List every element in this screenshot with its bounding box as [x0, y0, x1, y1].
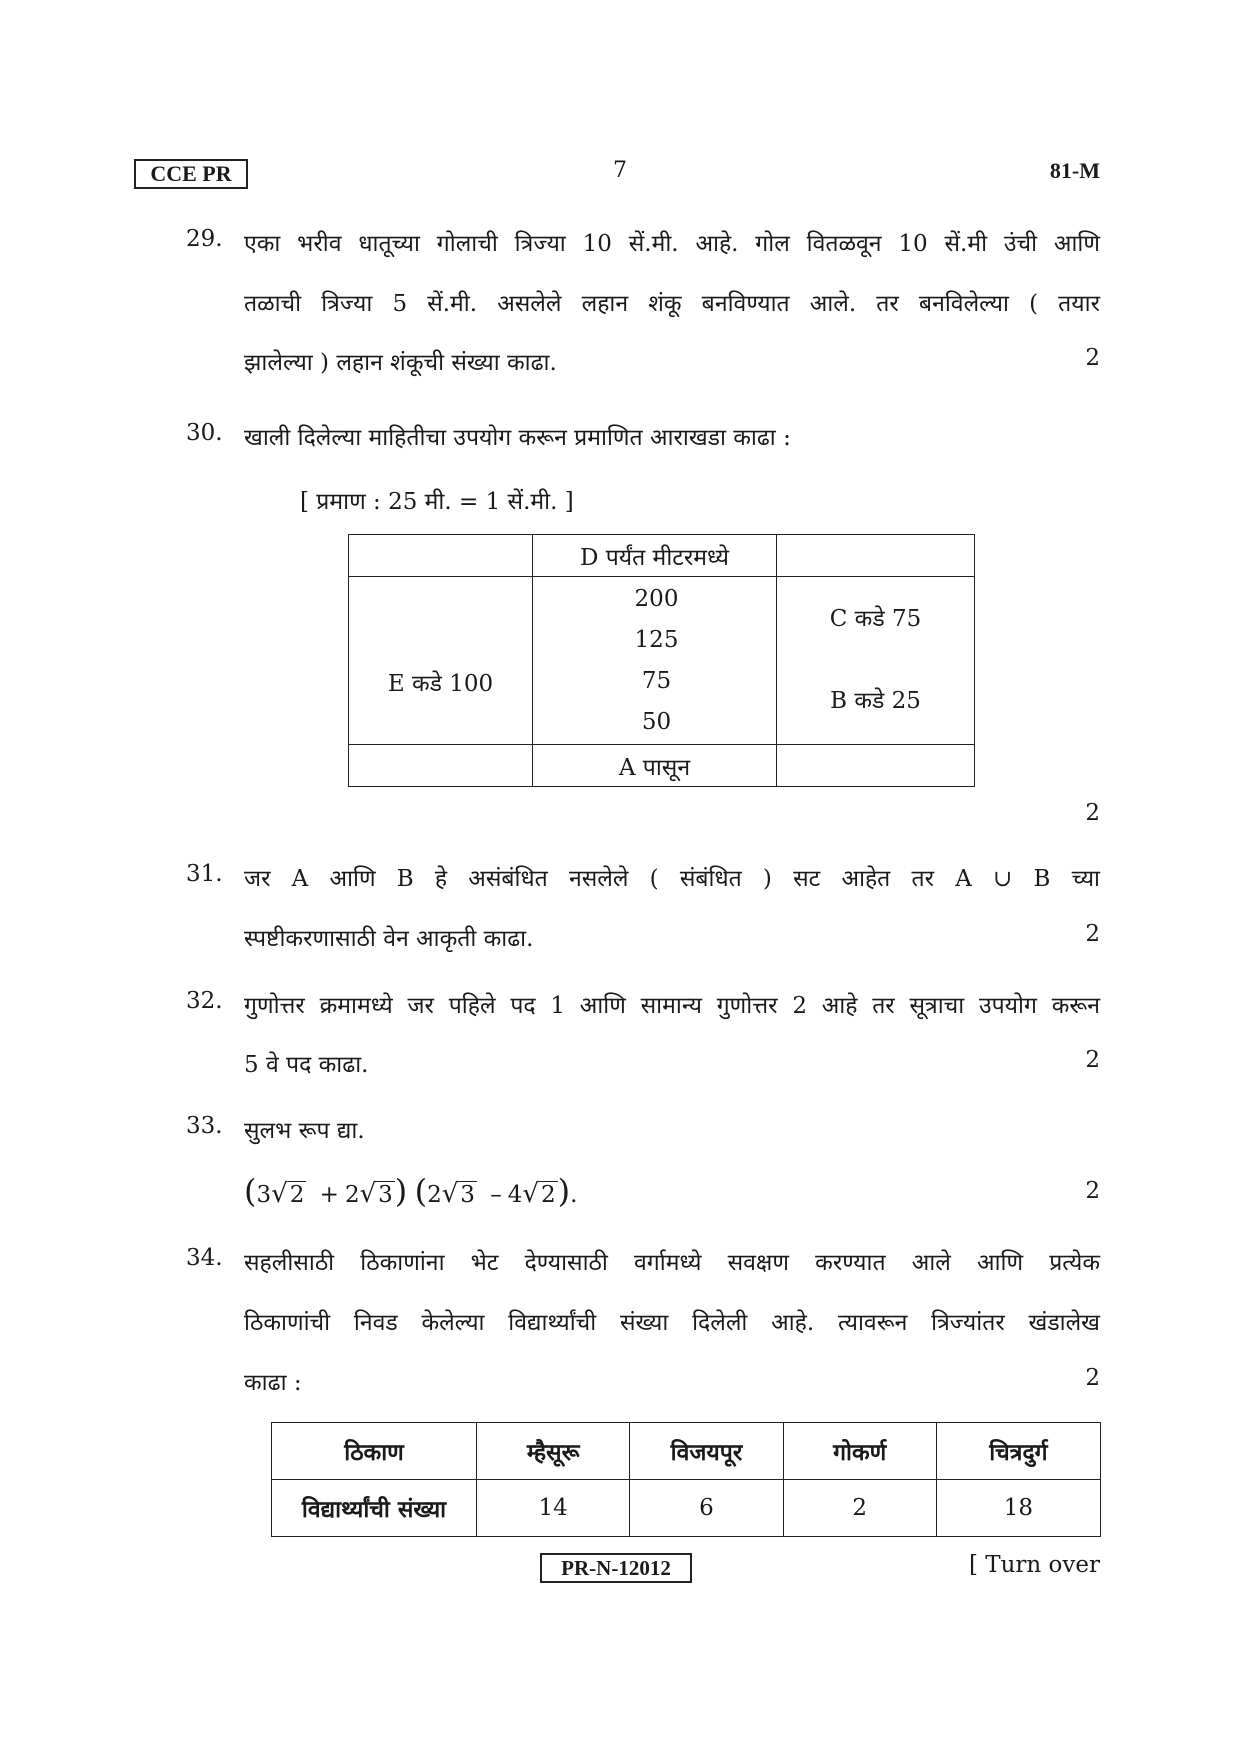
offset-left-cell — [349, 577, 533, 745]
places-table — [271, 1422, 1101, 1537]
coefficient: 2 — [427, 1182, 442, 1208]
question-34-number: 34. — [186, 1245, 223, 1271]
question-29-line-3: झालेल्या ) लहान शंकूची संख्या काढा. — [244, 350, 557, 376]
paper-code-box: CCE PR — [134, 159, 248, 189]
offset-right-cell — [777, 577, 975, 745]
question-30-marks: 2 — [1085, 800, 1100, 826]
chainage-value: 200 — [634, 585, 679, 612]
question-34-line-3: काढा : — [244, 1370, 302, 1396]
footer-paper-code: PR-N-12012 — [540, 1553, 692, 1583]
coefficient: 4 — [507, 1182, 523, 1208]
table-header: विजयपूर — [630, 1423, 783, 1480]
question-31-number: 31. — [186, 861, 223, 887]
table-cell: 6 — [630, 1480, 783, 1537]
question-32-number: 32. — [186, 988, 223, 1014]
field-book-table — [348, 534, 975, 787]
table-cell-empty — [777, 745, 975, 787]
chainage-value: 50 — [641, 708, 672, 735]
chainage-cell — [533, 577, 777, 745]
operator: + — [319, 1182, 339, 1208]
radicand: 2 — [540, 1182, 556, 1208]
offset-left-value: E कडे 100 — [387, 670, 494, 697]
question-31-line-2: स्पष्टीकरणासाठी वेन आकृती काढा. — [244, 926, 534, 952]
question-31-line-1: जर A आणि B हे असंबंधित नसलेले ( संबंधित ) सट आहेत तर A ∪ B च्या — [244, 866, 1100, 892]
question-34-line-1: सहलीसाठी ठिकाणांना भेट देण्यासाठी वर्गामध्ये सवक्षण करण्यात आले आणि प्रत्येक — [244, 1250, 1100, 1276]
table-header-center: D पर्यंत मीटरमध्ये — [533, 535, 777, 577]
chainage-value: 75 — [641, 667, 672, 694]
question-33-text: सुलभ रूप द्या. — [244, 1118, 365, 1144]
radicand: 3 — [378, 1182, 393, 1208]
table-header: चित्रदुर्ग — [936, 1423, 1100, 1480]
table-footer-center: A पासून — [533, 745, 777, 787]
subject-code: 81-M — [1049, 158, 1100, 183]
radicand: 3 — [460, 1182, 475, 1208]
radicand: 2 — [289, 1182, 305, 1208]
operator: – — [490, 1182, 502, 1208]
row-label: विद्यार्थ्यांची संख्या — [272, 1480, 477, 1537]
table-cell: 14 — [477, 1480, 630, 1537]
turn-over-label: [ Turn over — [968, 1552, 1100, 1578]
coefficient: 3 — [256, 1182, 272, 1208]
table-header: गोकर्ण — [783, 1423, 936, 1480]
question-29-line-1: एका भरीव धातूच्या गोलाची त्रिज्या 10 सें.मी. आहे. गोल वितळवून 10 सें.मी उंची आणि — [244, 231, 1100, 257]
question-33-marks: 2 — [1085, 1178, 1100, 1204]
question-33-expression: (3√2 + 2√3) (2√3 – 4√2). — [244, 1172, 578, 1210]
table-cell: 18 — [936, 1480, 1100, 1537]
question-33-number: 33. — [186, 1113, 223, 1139]
coefficient: 2 — [344, 1182, 360, 1208]
table-cell-empty — [777, 535, 975, 577]
period: . — [570, 1182, 578, 1208]
table-cell-empty — [349, 535, 533, 577]
question-32-line-1: गुणोत्तर क्रमामध्ये जर पहिले पद 1 आणि सामान्य गुणोत्तर 2 आहे तर सूत्राचा उपयोग करून — [244, 993, 1100, 1019]
question-30-scale: [ प्रमाण : 25 मी. = 1 सें.मी. ] — [300, 489, 574, 515]
question-29-number: 29. — [186, 226, 223, 252]
question-31-marks: 2 — [1085, 921, 1100, 947]
question-29-line-2: तळाची त्रिज्या 5 सें.मी. असलेले लहान शंकू बनविण्यात आले. तर बनविलेल्या ( तयार — [244, 291, 1100, 317]
question-34-marks: 2 — [1085, 1365, 1100, 1391]
offset-right-value-bottom: B कडे 25 — [830, 688, 921, 714]
table-header: म्हैसूरू — [477, 1423, 630, 1480]
table-cell-empty — [349, 745, 533, 787]
question-30-number: 30. — [186, 420, 223, 446]
page-number: 7 — [613, 158, 627, 183]
offset-right-value-top: C कडे 75 — [829, 606, 922, 632]
question-32-marks: 2 — [1085, 1047, 1100, 1073]
question-29-marks: 2 — [1085, 345, 1100, 371]
table-cell: 2 — [783, 1480, 936, 1537]
chainage-value: 125 — [634, 626, 679, 653]
question-30-text: खाली दिलेल्या माहितीचा उपयोग करून प्रमाणित आराखडा काढा : — [244, 425, 791, 451]
question-34-line-2: ठिकाणांची निवड केलेल्या विद्यार्थ्यांची संख्या दिलेली आहे. त्यावरून त्रिज्यांतर खंडालेख — [244, 1310, 1100, 1336]
table-header: ठिकाण — [272, 1423, 477, 1480]
question-32-line-2: 5 वे पद काढा. — [244, 1052, 369, 1078]
